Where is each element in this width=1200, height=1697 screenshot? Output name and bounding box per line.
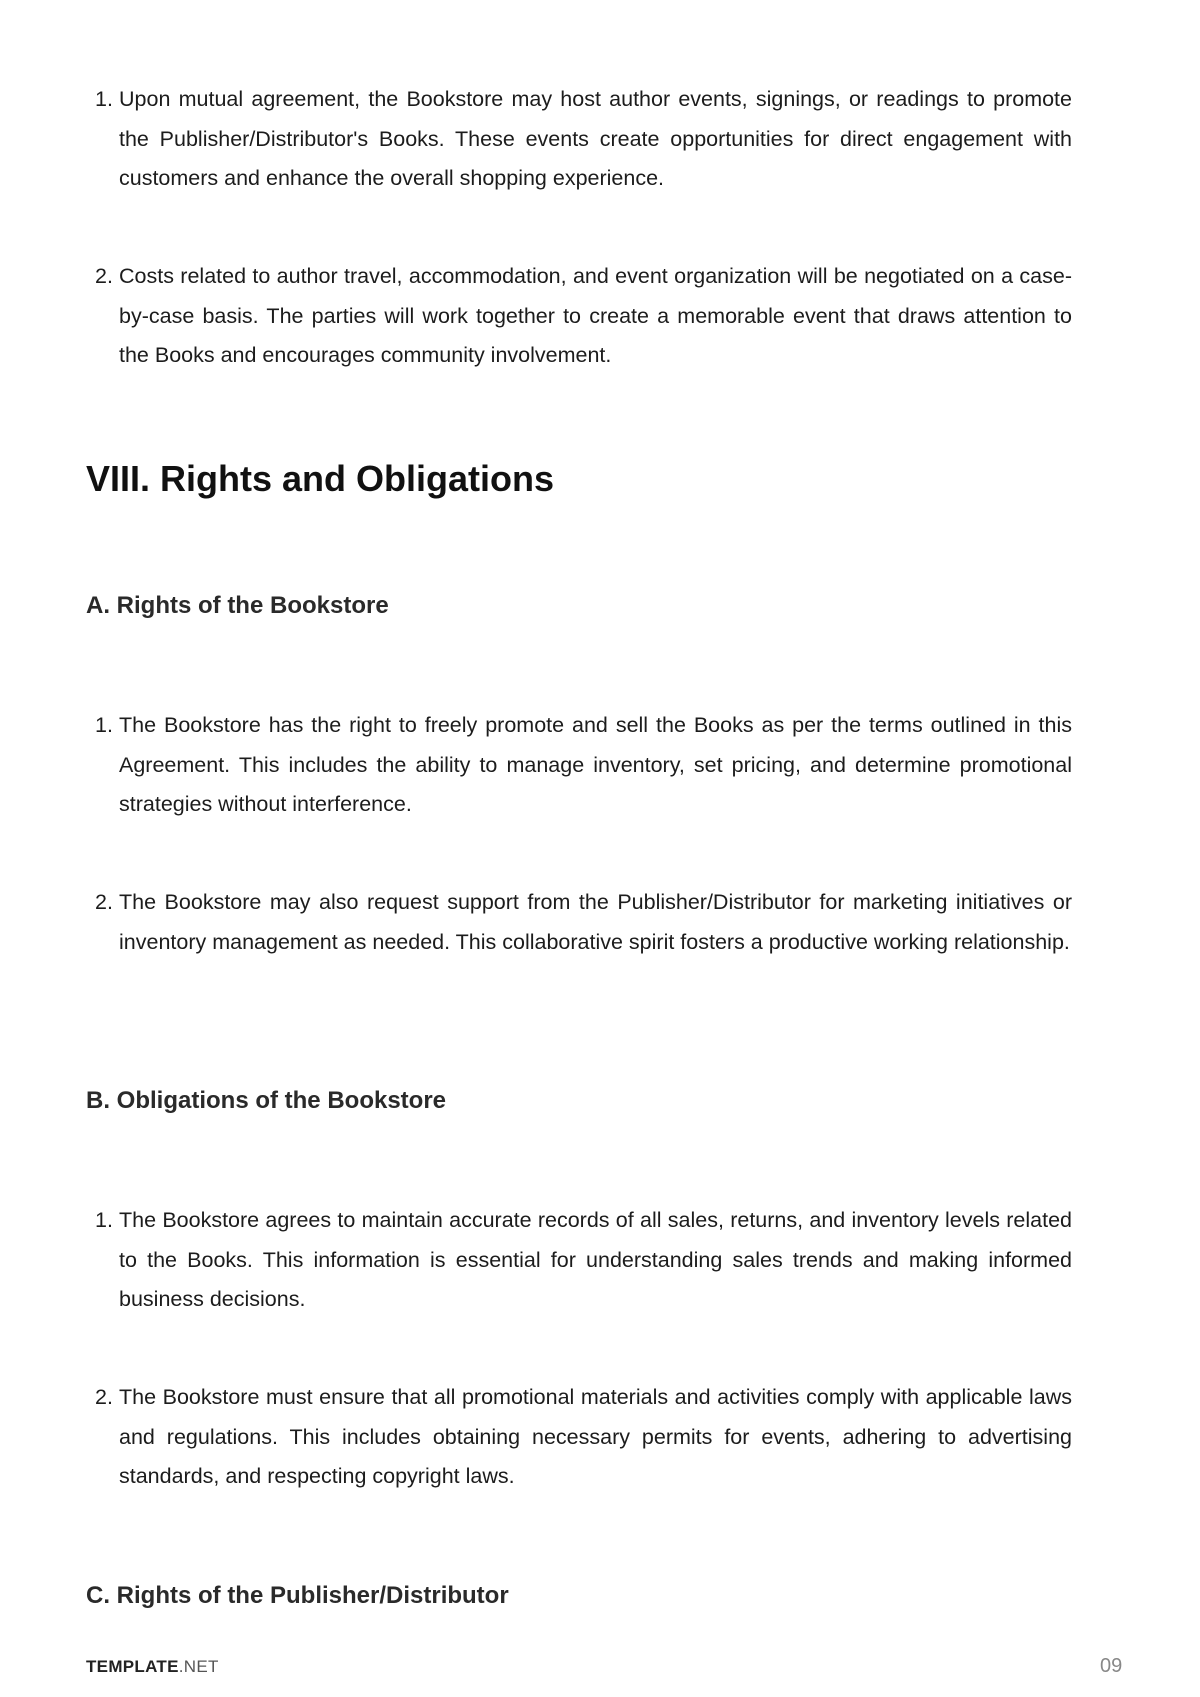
list-item-number: 1. bbox=[95, 1208, 113, 1232]
list-item-number: 1. bbox=[95, 713, 113, 737]
list-item-text: The Bookstore may also request support from the Publisher/Distributor for marketing initiatives or inventory management as needed. This collaborative spirit fosters a productive working relationship. bbox=[119, 890, 1072, 954]
page-number: 09 bbox=[1100, 1655, 1123, 1677]
list-item-number: 2. bbox=[95, 264, 113, 288]
section-heading: VIII. Rights and Obligations bbox=[86, 458, 555, 499]
list-item-text: Upon mutual agreement, the Bookstore may host author events, signings, or readings to promote the Publisher/Distributor's Books. These events create opportunities for direct engagement with customers and enhance the overall shopping experience. bbox=[119, 87, 1072, 190]
brand-logo-suffix: .NET bbox=[178, 1657, 219, 1676]
list-item-number: 2. bbox=[95, 890, 113, 914]
list-item bbox=[95, 1201, 1072, 1320]
subsection-heading-c: C. Rights of the Publisher/Distributor bbox=[86, 1582, 509, 1609]
list-item-number: 1. bbox=[95, 87, 113, 111]
list-item-text: The Bookstore agrees to maintain accurate records of all sales, returns, and inventory levels related to the Books. This information is essential for understanding sales trends and making informed business decisions. bbox=[119, 1208, 1072, 1311]
list-item-text: Costs related to author travel, accommodation, and event organization will be negotiated on a case-by-case basis. The parties will work together to create a memorable event that draws attention to the Books and encourages community involvement. bbox=[119, 264, 1072, 367]
subsection-heading-a: A. Rights of the Bookstore bbox=[86, 592, 389, 619]
list-item-text: The Bookstore must ensure that all promotional materials and activities comply with applicable laws and regulations. This includes obtaining necessary permits for events, adhering to advertising standards, and respecting copyright laws. bbox=[119, 1385, 1072, 1488]
list-item bbox=[95, 706, 1072, 825]
list-item bbox=[95, 883, 1072, 962]
list-item bbox=[95, 257, 1072, 376]
list-item bbox=[95, 1378, 1072, 1497]
list-item-text: The Bookstore has the right to freely promote and sell the Books as per the terms outlined in this Agreement. This includes the ability to manage inventory, set pricing, and determine promotional strategies without interference. bbox=[119, 713, 1072, 816]
brand-logo bbox=[86, 1657, 219, 1677]
list-item bbox=[95, 80, 1072, 199]
list-item-number: 2. bbox=[95, 1385, 113, 1409]
subsection-heading-b: B. Obligations of the Bookstore bbox=[86, 1087, 447, 1114]
brand-logo-bold: TEMPLATE bbox=[86, 1657, 179, 1676]
